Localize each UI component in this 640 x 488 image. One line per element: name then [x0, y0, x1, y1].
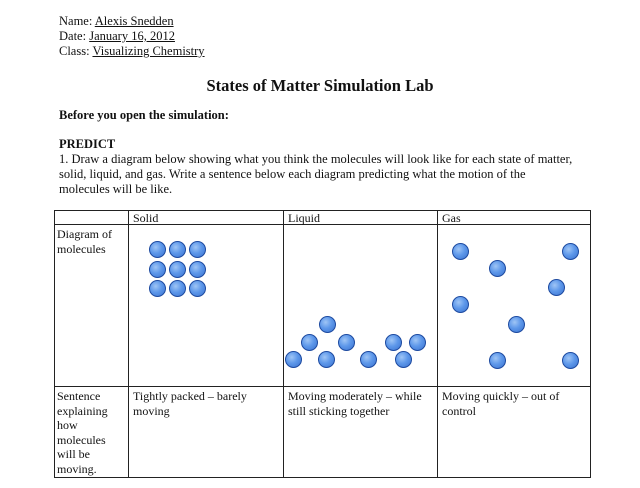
molecule	[395, 351, 412, 368]
name-label: Name:	[59, 14, 95, 28]
molecule	[452, 243, 469, 260]
page-title: States of Matter Simulation Lab	[206, 76, 434, 95]
molecule	[452, 296, 469, 313]
date-line	[59, 29, 175, 44]
molecule	[189, 261, 206, 278]
date-value: January 16, 2012	[89, 29, 175, 43]
molecule	[318, 351, 335, 368]
molecule	[489, 352, 506, 369]
molecule	[301, 334, 318, 351]
molecule	[385, 334, 402, 351]
table-col-divider-1	[128, 210, 129, 478]
molecule	[189, 280, 206, 297]
table-col-divider-2	[283, 210, 284, 478]
row-label-sentence: Sentence explaining how molecules will be moving.	[57, 389, 108, 476]
class-line	[59, 44, 205, 59]
class-label: Class:	[59, 44, 93, 58]
table-border-left	[54, 210, 55, 478]
name-value: Alexis Snedden	[94, 14, 174, 28]
col-header-gas: Gas	[442, 211, 461, 225]
molecule	[149, 241, 166, 258]
molecule	[562, 243, 579, 260]
table-border-right	[590, 210, 591, 478]
molecule	[189, 241, 206, 258]
table-row-divider	[54, 386, 591, 387]
table-border-bottom	[54, 477, 591, 478]
molecule	[562, 352, 579, 369]
molecule	[548, 279, 565, 296]
sentence-gas: Moving quickly – out of control	[442, 389, 560, 418]
col-header-liquid: Liquid	[288, 211, 320, 225]
molecule	[338, 334, 355, 351]
molecule	[489, 260, 506, 277]
molecule	[149, 261, 166, 278]
molecule	[319, 316, 336, 333]
before-heading: Before you open the simulation:	[59, 108, 229, 122]
molecule	[169, 280, 186, 297]
molecule	[409, 334, 426, 351]
date-label: Date:	[59, 29, 90, 43]
col-header-solid: Solid	[133, 211, 159, 225]
predict-instructions: 1. Draw a diagram below showing what you think the molecules will look like for each state of matter, solid, liquid, and gas. Write a sentence below each diagram predicting what the motion of the molecules will be like.	[59, 152, 573, 196]
table-col-divider-3	[437, 210, 438, 478]
class-value: Visualizing Chemistry	[92, 44, 205, 58]
molecule	[360, 351, 377, 368]
predict-heading: PREDICT	[59, 137, 116, 151]
prediction-table	[54, 210, 591, 478]
row-label-diagram: Diagram of molecules	[57, 227, 112, 256]
sentence-liquid: Moving moderately – while still sticking together	[288, 389, 422, 418]
molecule	[149, 280, 166, 297]
molecule	[508, 316, 525, 333]
name-line	[59, 14, 174, 29]
molecule	[169, 261, 186, 278]
molecule	[169, 241, 186, 258]
sentence-solid: Tightly packed – barely moving	[133, 389, 247, 418]
molecule	[285, 351, 302, 368]
